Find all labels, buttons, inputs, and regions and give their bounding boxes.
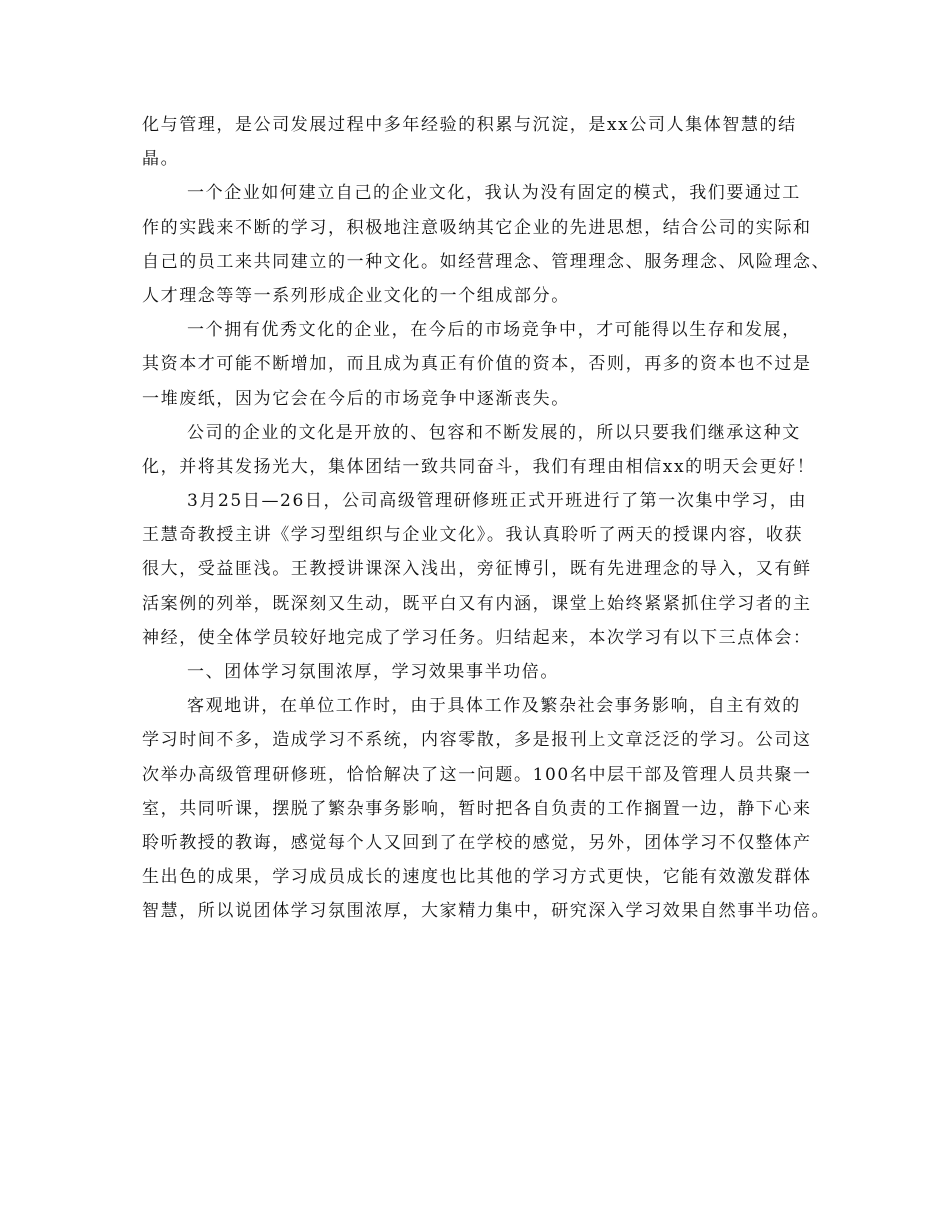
text-line: 自己的员工来共同建立的一种文化。如经营理念、管理理念、服务理念、风险理念、 [142,251,831,272]
paragraph-first-line: 一个拥有优秀文化的企业，在今后的市场竞争中，才可能得以生存和发展， [187,320,801,341]
text-line: 活案例的列举，既深刻又生动，既平白又有内涵，课堂上始终紧紧抓住学习者的主 [142,593,812,614]
text-line: 学习时间不多，造成学习不系统，内容零散，多是报刊上文章泛泛的学习。公司这 [142,730,812,751]
document-body [142,108,831,929]
text-line: 很大，受益匪浅。王教授讲课深入浅出，旁征博引，既有先进理念的导入，又有鲜 [142,559,812,580]
text-line: 智慧，所以说团体学习氛围浓厚，大家精力集中，研究深入学习效果自然事半功倍。 [142,901,831,922]
paragraph-first-line: 客观地讲，在单位工作时，由于具体工作及繁杂社会事务影响，自主有效的 [187,696,801,717]
text-line: 人才理念等等一系列形成企业文化的一个组成部分。 [142,285,570,306]
paragraph-first-line: 一个企业如何建立自己的企业文化，我认为没有固定的模式，我们要通过工 [187,183,801,204]
text-line: 室，共同听课，摆脱了繁杂事务影响，暂时把各自负责的工作搁置一边，静下心来 [142,798,812,819]
text-line: 次举办高级管理研修班，恰恰解决了这一问题。100名中层干部及管理人员共聚一 [142,764,812,785]
text-line: 聆听教授的教诲，感觉每个人又回到了在学校的感觉，另外，团体学习不仅整体产 [142,832,812,853]
text-line: 生出色的成果，学习成员成长的速度也比其他的学习方式更快，它能有效激发群体 [142,867,812,888]
text-line: 其资本才可能不断增加，而且成为真正有价值的资本，否则，再多的资本也不过是 [142,354,812,375]
paragraph-first-line: 公司的企业的文化是开放的、包容和不断发展的，所以只要我们继承这种文 [187,422,801,443]
paragraph-first-line: 3月25日—26日，公司高级管理研修班正式开班进行了第一次集中学习，由 [187,491,808,512]
paragraph-first-line: 一、团体学习氛围浓厚，学习效果事半功倍。 [187,662,559,682]
text-line: 一堆废纸，因为它会在今后的市场竞争中逐渐丧失。 [142,388,570,409]
text-line: 化与管理，是公司发展过程中多年经验的积累与沉淀，是xx公司人集体智慧的结 [142,115,797,135]
text-line: 神经，使全体学员较好地完成了学习任务。归结起来，本次学习有以下三点体会： [142,627,812,648]
text-line: 作的实践来不断的学习，积极地注意吸纳其它企业的先进思想，结合公司的实际和 [142,217,812,238]
text-line: 化，并将其发扬光大，集体团结一致共同奋斗，我们有理由相信xx的明天会更好！ [142,456,816,477]
text-line: 王慧奇教授主讲《学习型组织与企业文化》。我认真聆听了两天的授课内容，收获 [142,525,804,546]
text-line: 晶。 [142,149,180,170]
